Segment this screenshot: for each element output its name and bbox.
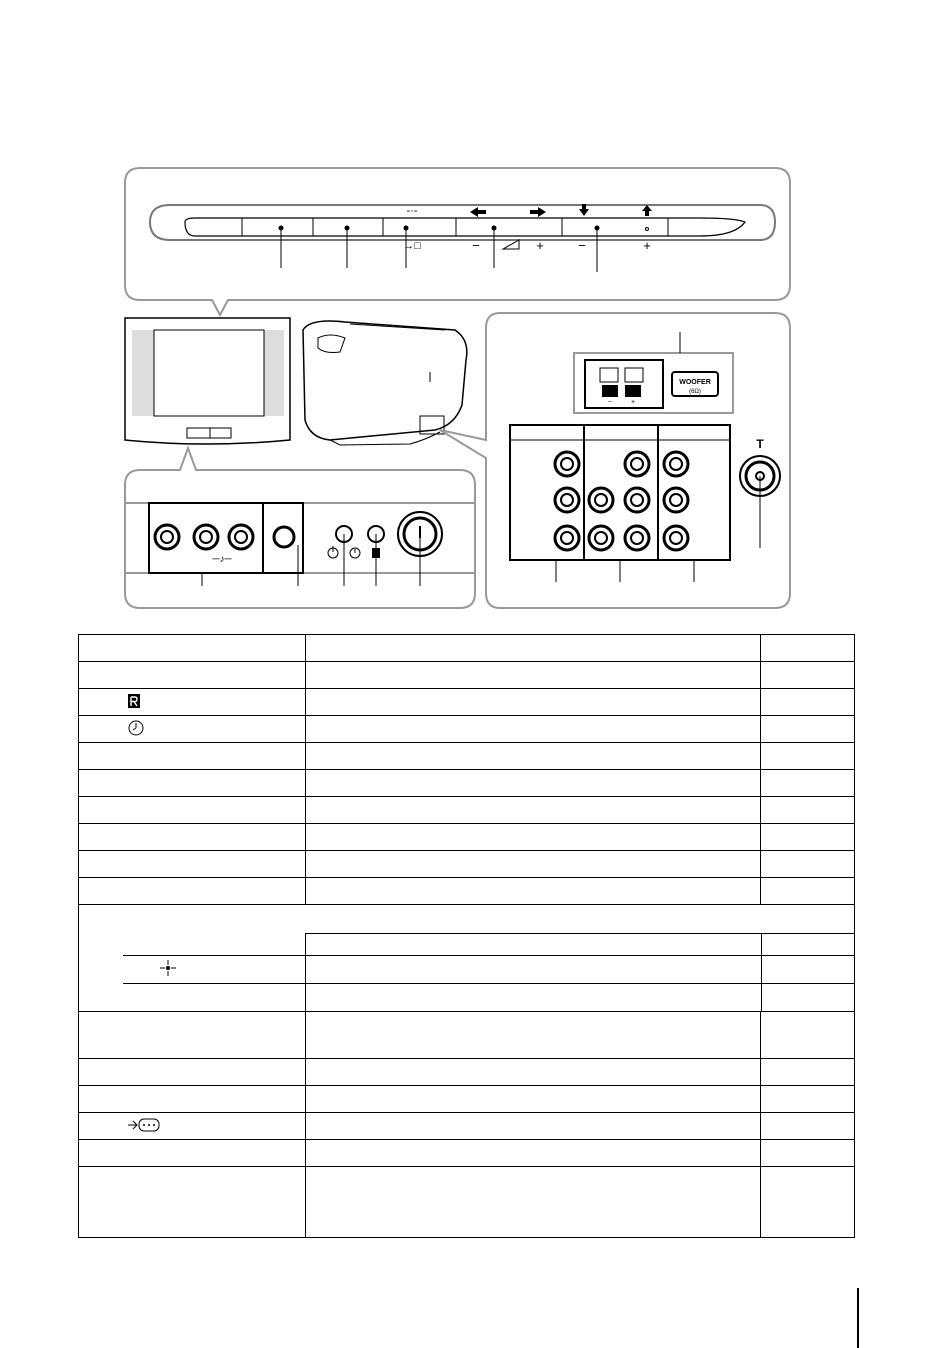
table-row-group [79, 905, 855, 1012]
table-row [79, 635, 855, 662]
up-arrow-icon [642, 205, 652, 216]
speaker-minus: − [607, 399, 613, 406]
table-row [79, 797, 855, 824]
timer-icon [127, 719, 145, 740]
table-row [79, 1140, 855, 1167]
table-row [79, 1086, 855, 1113]
table-row [79, 743, 855, 770]
volume-minus-symbol: − [472, 238, 480, 253]
table-row [79, 851, 855, 878]
front-panel-callout [125, 448, 475, 608]
parts-table [78, 634, 855, 1238]
table-row [79, 716, 855, 743]
channel-plus-symbol: + [643, 238, 651, 253]
table-row [79, 1113, 855, 1140]
woofer-label: WOOFER [679, 379, 711, 386]
front-audio-jack-symbol: ─♪─ [212, 554, 232, 565]
page-edge-rule [857, 1288, 859, 1348]
tv-front-illustration [125, 318, 290, 444]
monitor-out-icon [127, 1116, 161, 1137]
speaker-plus: + [630, 399, 636, 406]
table-row [79, 662, 855, 689]
picture-mode-icon [159, 959, 177, 980]
tv-parts-figure [0, 0, 950, 630]
picture-mode-symbol: -·- [406, 205, 418, 217]
power-icon [328, 546, 338, 558]
r-icon [127, 693, 141, 712]
table-row [79, 824, 855, 851]
left-arrow-icon [470, 207, 486, 217]
table-row [79, 770, 855, 797]
woofer-impedance: (6Ω) [689, 389, 701, 395]
right-arrow-icon [530, 207, 546, 217]
input-symbol: →□ [403, 240, 421, 252]
tv-side-illustration [303, 321, 467, 445]
volume-icon [503, 240, 519, 249]
table-row [79, 878, 855, 905]
antenna-symbol: T [756, 437, 764, 451]
r-icon [372, 548, 380, 558]
channel-minus-symbol: − [578, 238, 586, 253]
table-row [79, 1059, 855, 1086]
volume-plus-symbol: + [536, 238, 544, 253]
table-row [79, 1012, 855, 1059]
table-row [79, 689, 855, 716]
timer-icon [350, 548, 360, 558]
table-row [79, 1167, 855, 1238]
rear-terminal-callout [440, 313, 790, 608]
control-panel-callout [125, 168, 790, 315]
